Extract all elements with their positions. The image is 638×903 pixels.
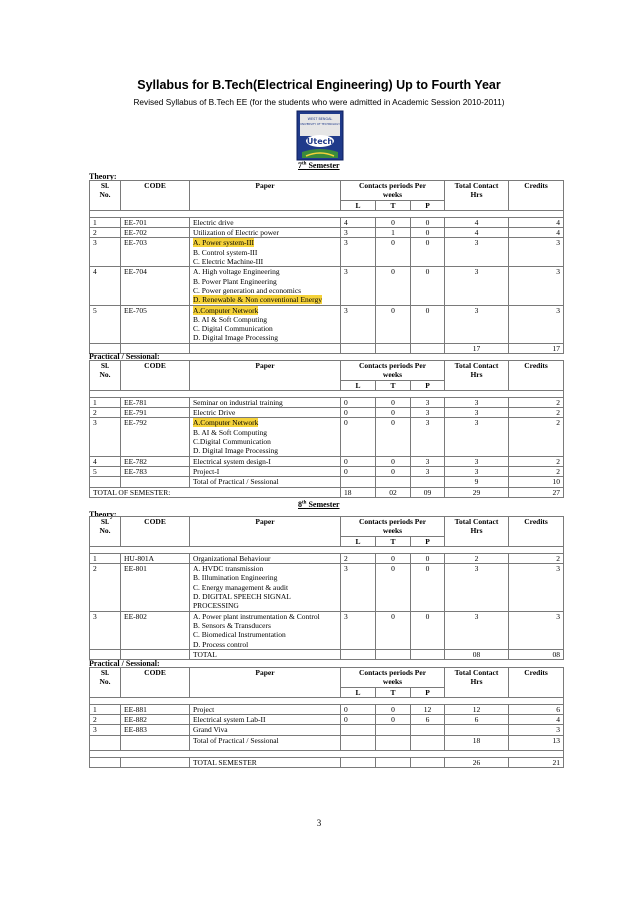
table-row: 3 EE-883 Grand Viva 3 — [90, 725, 564, 735]
sem8-theory-table — [89, 516, 564, 660]
table-row: 4 EE-704 A. High voltage Engineering B. Power Plant Engineering C. Power generation and economics D. Renewable & Non conventional Energy 3 0 0 3 3 — [90, 267, 564, 305]
col-contacts-header: Contacts periods Per weeks — [341, 361, 445, 381]
col-p-header: P — [411, 687, 445, 697]
col-paper-header: Paper — [190, 517, 341, 547]
col-p-header: P — [411, 380, 445, 390]
col-t-header: T — [376, 536, 411, 546]
sem8-theory-label: Theory: — [89, 510, 117, 519]
university-logo-icon — [296, 110, 344, 161]
col-total-header: Total Contact Hrs — [445, 517, 509, 547]
logo-line-2: UNIVERSITY OF TECHNOLOGY — [300, 122, 340, 126]
table-row: 2 EE-791 Electric Drive 0 0 3 3 2 — [90, 408, 564, 418]
sem7-practical-table — [89, 360, 564, 498]
col-l-header: L — [341, 200, 376, 210]
col-paper-header: Paper — [190, 361, 341, 391]
table-row: 2 EE-702 Utilization of Electric power 3 1 0 4 4 — [90, 228, 564, 238]
logo-line-1: WEST BENGAL — [307, 117, 333, 121]
col-t-header: T — [376, 687, 411, 697]
col-credits-header: Credits — [509, 181, 564, 211]
document-subtitle: Revised Syllabus of B.Tech EE (for the students who were admitted in Academic Session 2010-2011) — [133, 97, 505, 107]
practical-total-row: Total of Practical / Sessional 9 10 — [90, 477, 564, 487]
theory-total-row: 17 17 — [90, 343, 564, 353]
col-sl-header: Sl. No. — [90, 181, 121, 211]
theory-total-row: TOTAL 08 08 — [90, 649, 564, 659]
table-row: 1 EE-701 Electric drive 4 0 0 4 4 — [90, 217, 564, 227]
table-row: 1 EE-781 Seminar on industrial training 0 0 3 3 2 — [90, 397, 564, 407]
col-paper-header: Paper — [190, 668, 341, 698]
table-row: 1 HU-801A Organizational Behaviour 2 0 0 2 2 — [90, 553, 564, 563]
col-p-header: P — [411, 536, 445, 546]
col-contacts-header: Contacts periods Per weeks — [341, 668, 445, 688]
col-contacts-header: Contacts periods Per weeks — [341, 517, 445, 537]
col-sl-header: Sl. No. — [90, 517, 121, 547]
table-row: 2 EE-801 A. HVDC transmission B. Illumination Engineering C. Energy management & audit D. DIGITAL SPEECH SIGNAL PROCESSING 3 0 0 3 3 — [90, 564, 564, 611]
table-row: 5 EE-783 Project-I 0 0 3 3 2 — [90, 466, 564, 476]
sem7-heading: 7th Semester — [298, 161, 340, 170]
document-title: Syllabus for B.Tech(Electrical Engineering) Up to Fourth Year — [137, 78, 501, 92]
col-credits-header: Credits — [509, 668, 564, 698]
col-total-header: Total Contact Hrs — [445, 361, 509, 391]
col-total-header: Total Contact Hrs — [445, 668, 509, 698]
sem7-theory-label: Theory: — [89, 172, 117, 181]
col-contacts-header: Contacts periods Per weeks — [341, 181, 445, 201]
sem8-heading: 8th Semester — [298, 500, 340, 509]
col-paper-header: Paper — [190, 181, 341, 211]
table-row: 1 EE-881 Project 0 0 12 12 6 — [90, 704, 564, 714]
col-l-header: L — [341, 536, 376, 546]
col-code-header: CODE — [121, 181, 190, 211]
col-l-header: L — [341, 380, 376, 390]
col-total-header: Total Contact Hrs — [445, 181, 509, 211]
table-row: 3 EE-802 A. Power plant instrumentation & Control B. Sensors & Transducers C. Biomedical Instrumentation D. Process control 3 0 0 3 3 — [90, 611, 564, 649]
col-l-header: L — [341, 687, 376, 697]
sem7-practical-label: Practical / Sessional: — [89, 352, 160, 361]
semester-total-row: TOTAL OF SEMESTER: 18 02 09 29 27 — [90, 487, 564, 497]
table-row: 3 EE-792 A.Computer Network B. AI & Soft Computing C.Digital Communication D. Digital Image Processing 0 0 3 3 2 — [90, 418, 564, 456]
semester-total-row: TOTAL SEMESTER 26 21 — [90, 757, 564, 767]
sem8-practical-label: Practical / Sessional: — [89, 659, 160, 668]
col-t-header: T — [376, 200, 411, 210]
col-credits-header: Credits — [509, 361, 564, 391]
table-row: 2 EE-882 Electrical system Lab-II 0 0 6 6 4 — [90, 715, 564, 725]
col-sl-header: Sl. No. — [90, 668, 121, 698]
sem8-practical-table — [89, 667, 564, 768]
col-credits-header: Credits — [509, 517, 564, 547]
table-row: 4 EE-782 Electrical system design-I 0 0 3 3 2 — [90, 456, 564, 466]
sem7-theory-table — [89, 180, 564, 354]
col-code-header: CODE — [121, 517, 190, 547]
col-p-header: P — [411, 200, 445, 210]
table-row: 3 EE-703 A. Power system-III B. Control system-III C. Electric Machine-III 3 0 0 3 3 — [90, 238, 564, 267]
col-code-header: CODE — [121, 361, 190, 391]
col-t-header: T — [376, 380, 411, 390]
col-code-header: CODE — [121, 668, 190, 698]
page-number: 3 — [316, 818, 322, 828]
table-row: 5 EE-705 A.Computer Network B. AI & Soft Computing C. Digital Communication D. Digital Image Processing 3 0 0 3 3 — [90, 305, 564, 343]
col-sl-header: Sl. No. — [90, 361, 121, 391]
practical-total-row: Total of Practical / Sessional 18 13 — [90, 735, 564, 750]
logo-line-3: Utech — [306, 137, 334, 146]
